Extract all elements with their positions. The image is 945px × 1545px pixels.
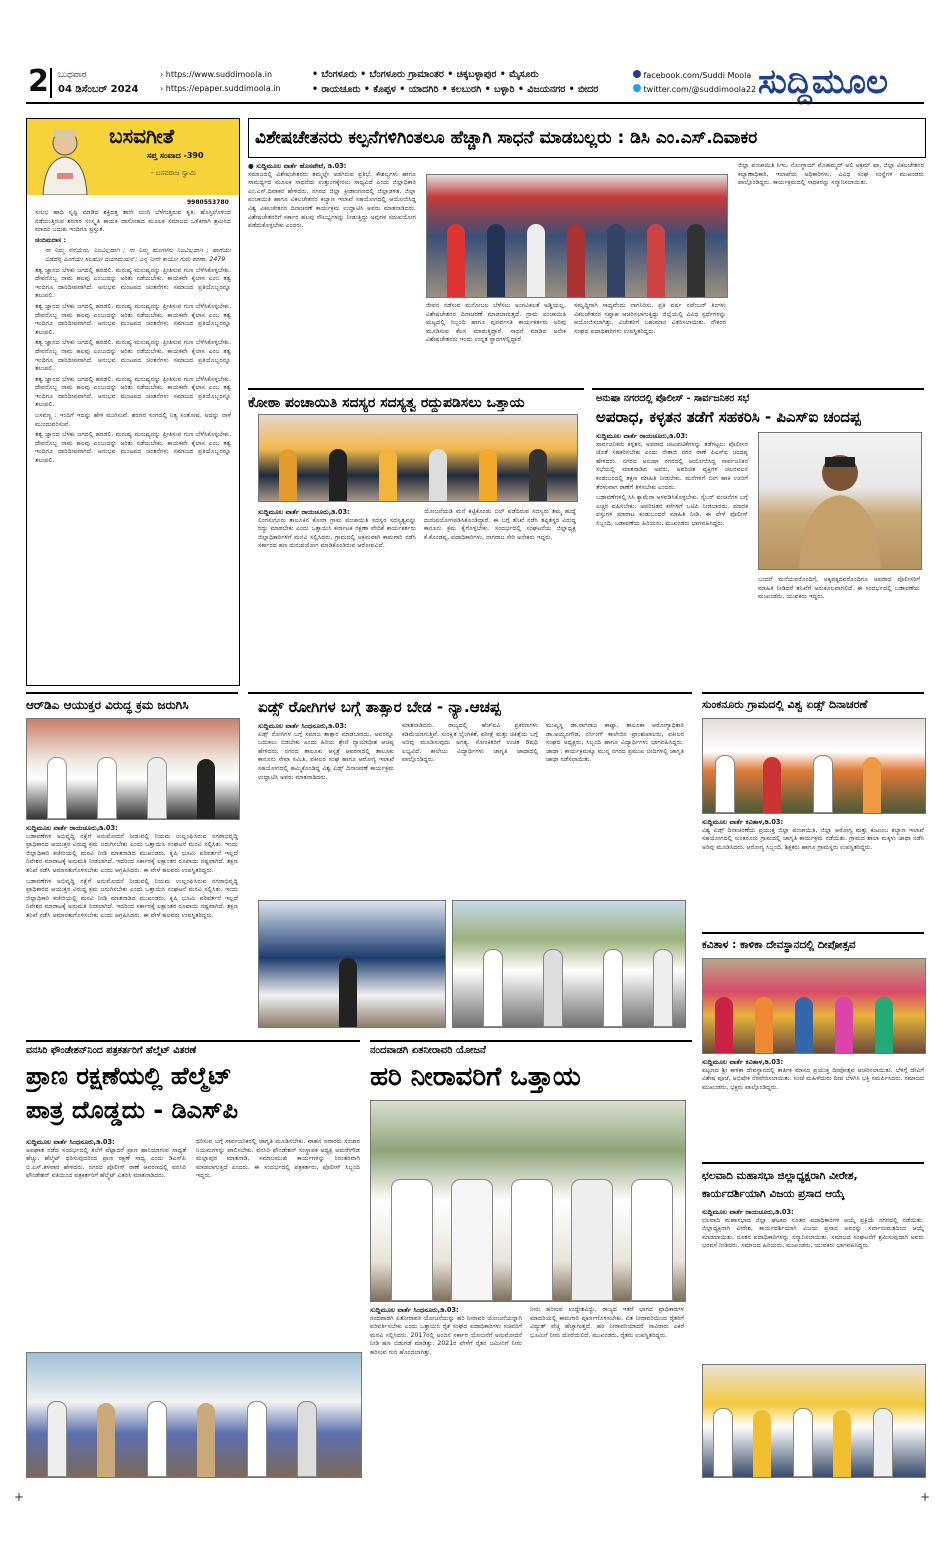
person-figure	[653, 949, 673, 1027]
helmet-col-2: ಧರಿಸುವ ಬಗ್ಗೆ ಸಾರ್ವಜನಿಕರಲ್ಲಿ ಜಾಗೃತಿ ಮೂಡಿಸಬೇಕು. ವಾಹನ ಸವಾರರು ಸಂಚಾರ ನಿಯಮಗಳನ್ನು ಪಾಲಿಸಬೇಕು. ವನಸಿರಿ ಫೌಂಡೇಶನ್ ಸಂಸ್ಥಾಪಕ ಅಧ್ಯಕ್ಷ ಅಮರೇಗೌಡ ಮಲ್ಲಾಪುರ ಮಾತನಾಡಿ, ಸಮಾಜಮುಖಿ ಕಾರ್ಯಗಳನ್ನು ನಿರಂತರವಾಗಿ ಮಾಡಲಾಗುತ್ತಿದೆ ಎಂದರು. ಈ ಸಂದರ್ಭದಲ್ಲಿ ಪತ್ರಕರ್ತರು, ಪೊಲೀಸ್ ಸಿಬ್ಬಂದಿ ಇದ್ದರು.	[196, 1138, 360, 1180]
date-label: 04 ಡಿಸೆಂಬರ್ 2024	[58, 84, 139, 95]
person-figure	[479, 449, 497, 501]
helmet-kicker: ವನಸಿರಿ ಫೌಂಡೇಶನ್‌ನಿಂದ ಪತ್ರಕರ್ತರಿಗೆ ಹೆಲ್ಮೆಟ್ ವಿತರಣೆ	[26, 1045, 197, 1056]
kotha-col-1	[258, 508, 416, 678]
helmet-article	[26, 1040, 360, 1482]
person-figure	[875, 997, 893, 1053]
kavital-byline: ಸುದ್ದಿಮೂಲ ವಾರ್ತೆ	[702, 1058, 744, 1066]
kotha-byline: ಸುದ್ದಿಮೂಲ ವಾರ್ತೆ	[258, 508, 300, 516]
basava-geethe-box	[26, 118, 240, 686]
registration-mark-left: +	[14, 1490, 25, 1504]
twitter-icon	[633, 84, 641, 92]
person-figure	[297, 1401, 317, 1477]
basava-paragraph-2d: ತತ್ವ ಜ್ಞಾನದ ಬೆಳಕು ಜಗದಲ್ಲಿ ಹರಡಲಿ. ಮನುಷ್ಯ ಮನುಷ್ಯನನ್ನು ಪ್ರೀತಿಸುವ ಗುಣ ಬೆಳೆಸಿಕೊಳ್ಳಬೇಕು. ದೇವನೊಬ್ಬ ನಾಮ ಹಲವು ಎಂಬುದನ್ನು ಅರಿತು ನಡೆಯಬೇಕು. ಕಾಯಕವೇ ಕೈಲಾಸ ಎಂಬ ತತ್ವ ಇಂದಿಗೂ ದಾರಿದೀಪವಾಗಿದೆ. ಅನುಭವ ಮಂಟಪದ ಚಿಂತನೆಗಳು ಸಮಾಜದ ಪ್ರತಿಯೊಬ್ಬರನ್ನೂ ತಲುಪಲಿ.	[35, 375, 231, 409]
person-figure	[647, 224, 665, 297]
day-label: ಬುಧವಾರ	[58, 70, 87, 80]
aids-col-1	[258, 722, 394, 888]
person-figure	[813, 755, 833, 813]
person-figure	[753, 1410, 771, 1477]
lead-place: ಹೊಸಪೇಟೆ, ಡಿ.03:	[299, 162, 347, 170]
aids-photo-1	[258, 900, 446, 1028]
basava-title: ಬಸವಗೀತೆ	[109, 124, 175, 148]
person-figure	[833, 1410, 851, 1477]
rdo-headline: ಆರ್‌ಡಿಎ ಆಯುಕ್ತರ ವಿರುದ್ಧ ಕ್ರಮ ಜರುಗಿಸಿ	[26, 698, 189, 712]
police-col1-text: ಸಾರ್ವಜನಿಕರು ಕಳ್ಳತನ, ಅಪರಾಧ ಚಟುವಟಿಕೆಗಳನ್ನು ತಡೆಗಟ್ಟಲು ಪೊಲೀಸರ ಜೊತೆ ಸಹಕರಿಸಬೇಕು ಎಂದು ನೇತಾಜಿ ನಗರ ಠಾಣೆ ಪಿಎಸ್‌ಐ ಚಂದಪ್ಪ ಹೇಳಿದರು. ನಗರದ ಅನುಷಾ ನಗರದಲ್ಲಿ ಆಯೋಜಿಸಿದ್ದ ಸಾರ್ವಜನಿಕರ ಸಭೆಯಲ್ಲಿ ಮಾತನಾಡಿದ ಅವರು, ಅಪರಿಚಿತ ವ್ಯಕ್ತಿಗಳ ಚಲನವಲನ ಕಂಡುಬಂದಲ್ಲಿ ತಕ್ಷಣ ಮಾಹಿತಿ ನೀಡಬೇಕು. ಮನೆಗಳಿಗೆ ಬೀಗ ಹಾಕಿ ಊರಿಗೆ ತೆರಳುವಾಗ ಠಾಣೆಗೆ ತಿಳಿಸಬೇಕು ಎಂದರು.	[596, 440, 748, 491]
police-place: ರಾಯಚೂರು,ಡಿ.03:	[639, 432, 688, 440]
hari-byline: ಸುದ್ದಿಮೂಲ ವಾರ್ತೆ	[370, 1306, 412, 1314]
lead-col-1	[248, 162, 416, 382]
person-figure	[795, 997, 813, 1053]
sunkanur-body-text: ವಿಶ್ವ ಏಡ್ಸ್ ದಿನಾಚರಣೆಯ ಪ್ರಯುಕ್ತ ಜಿಲ್ಲಾ ಪಂಚಾಯಿತಿ, ಜಿಲ್ಲಾ ಆರೋಗ್ಯ ಮತ್ತು ಕುಟುಂಬ ಕಲ್ಯಾಣ ಇಲಾಖೆ ಸಹಯೋಗದಲ್ಲಿ ಸುಂಕನೂರು ಗ್ರಾಮದಲ್ಲಿ ಜಾಗೃತಿ ಕಾರ್ಯಕ್ರಮ ನಡೆಯಿತು. ಗ್ರಾಮದ ಶಾಲಾ ಮಕ್ಕಳು ಜಾಥಾ ನಡೆಸಿ ಅರಿವು ಮೂಡಿಸಿದರು. ಆರೋಗ್ಯ ಸಿಬ್ಬಂದಿ, ಶಿಕ್ಷಕರು ಹಾಗೂ ಗ್ರಾಮಸ್ಥರು ಉಪಸ್ಥಿತರಿದ್ದರು.	[702, 826, 924, 851]
person-figure	[527, 224, 545, 297]
person-figure	[873, 1408, 893, 1477]
hari-photo	[370, 1100, 686, 1302]
aids-col-2: ಮಾತನಾಡಿದರು. ರಾಜ್ಯದಲ್ಲಿ ಹೆಚ್‌ಐವಿ ಪ್ರಕರಣಗಳು ಕಡಿಮೆಯಾಗುತ್ತಿವೆ. ಸುರಕ್ಷಿತ ಲೈಂಗಿಕತೆ, ಪರೀಕ್ಷೆ ಮತ್ತು ಚಿಕಿತ್ಸೆಯ ಬಗ್ಗೆ ಅರಿವು ಮೂಡಿಸುವುದು ಅಗತ್ಯ. ಸೋಂಕಿತರಿಗೆ ಉಚಿತ ಔಷಧಿ ಲಭ್ಯವಿದೆ. ಕಾಲೇಜು ವಿದ್ಯಾರ್ಥಿಗಳು ಜಾಗೃತಿ ಜಾಥಾದಲ್ಲಿ ಪಾಲ್ಗೊಂಡಿದ್ದರು.	[402, 722, 538, 764]
person-figure	[279, 449, 297, 501]
facebook-link[interactable]: facebook.com/Suddi Moola	[633, 70, 751, 80]
basava-portrait	[35, 123, 95, 195]
basava-verse: ನಾ ನಿಮ್ಮ ನೆನೆಯೆನು, ನಿಜವಿಲ್ಲದಾಗಿ ; ನಾ ನಿಮ್ಮ ಹೊಗಳೆನು ನಿಜವಿಲ್ಲದಾಗಿ ; ಹಾಗೆಯೇ ಬಿಡದೆನ್ನ ಹಿಂಗೆಯೇ ಸಲಹೋ ದಯಾಮಯನೆ ; ಎನ್ನ ನೀನೇ ಕಾಯೋ ಗುರು ಶರಣಾ. 2479	[45, 247, 231, 263]
hari-place: ಸಿಂಧನೂರು,ಡಿ.03:	[413, 1306, 459, 1314]
rdo-place: ರಾಯಚೂರು,ಡಿ.03:	[69, 824, 118, 832]
mahasabha-byline: ಸುದ್ದಿಮೂಲ ವಾರ್ತೆ	[702, 1208, 744, 1216]
police-col-1	[596, 432, 748, 678]
hari-kicker: ನಂದವಾಡಗಿ ಏತನೀರಾವರಿ ಯೋಜನೆ	[370, 1045, 486, 1056]
person-figure	[447, 224, 465, 297]
helmet-place: ಸಿಂಧನೂರು,ಡಿ.03:	[69, 1138, 115, 1146]
aids-col-3: ಮುಖ್ಯಸ್ಥ ಡಾ.ನಾಗರಾಜ ಕಾಟ್ವಾ, ತಾಲೂಕಾ ಆರೋಗ್ಯಾಧಿಕಾರಿ ಡಾ.ಅಯ್ಯನಗೌಡ, ನರ್ಸಿಂಗ್ ಕಾಲೇಜಿನ ಪ್ರಾಂಶುಪಾಲರು, ವಕೀಲರ ಸಂಘದ ಅಧ್ಯಕ್ಷರು, ಸಿಬ್ಬಂದಿ ಹಾಗೂ ವಿದ್ಯಾರ್ಥಿಗಳು ಭಾಗವಹಿಸಿದ್ದರು. ಜಾಥಾ : ಕಾರ್ಯಕ್ರಮಕ್ಕೂ ಮುನ್ನ ನಗರದ ಪ್ರಮುಖ ಬೀದಿಗಳಲ್ಲಿ ಜಾಗೃತಿ ಜಾಥಾ ನಡೆಸಲಾಯಿತು.	[546, 722, 684, 764]
basava-paragraph-2: ತತ್ವ ಜ್ಞಾನದ ಬೆಳಕು ಜಗದಲ್ಲಿ ಹರಡಲಿ. ಮನುಷ್ಯ ಮನುಷ್ಯನನ್ನು ಪ್ರೀತಿಸುವ ಗುಣ ಬೆಳೆಸಿಕೊಳ್ಳಬೇಕು. ದೇವನೊಬ್ಬ ನಾಮ ಹಲವು ಎಂಬುದನ್ನು ಅರಿತು ನಡೆಯಬೇಕು. ಕಾಯಕವೇ ಕೈಲಾಸ ಎಂಬ ತತ್ವ ಇಂದಿಗೂ ದಾರಿದೀಪವಾಗಿದೆ. ಅನುಭವ ಮಂಟಪದ ಚಿಂತನೆಗಳು ಸಮಾಜದ ಪ್ರತಿಯೊಬ್ಬರನ್ನೂ ತಲುಪಲಿ.	[35, 266, 231, 300]
sunkanur-photo	[702, 718, 926, 814]
person-figure	[147, 1401, 167, 1477]
basava-paragraph-3: ಬಸವಣ್ಣ : ಇಂದಿಗೆ ಇದನ್ನು ಹೇಳಿ ಮುಗಿಸುವೆ. ಶರಣರ ಸಂಗದಲ್ಲಿ ನಿತ್ಯ ಸಂತೋಷ. ಅದನ್ನು ನಾಳೆ ಮುಂದುವರಿಸುವೆ.	[35, 412, 231, 428]
newspaper-logo: ಸುದ್ದಿಮೂಲ	[758, 62, 888, 102]
masthead	[0, 62, 945, 106]
mahasabha-article	[702, 1162, 924, 1482]
hari-col1-text: ನಂದವಾಡಗಿ ಏತನೀರಾವರಿ ಯೋಜನೆಯನ್ನು ಹರಿ ನೀರಾವರಿ ಯೋಜನೆಯನ್ನಾಗಿ ಪರಿವರ್ತಿಸಬೇಕು ಎಂದು ಒತ್ತಾಯಿಸಿ ರೈತ ಸಂಘದ ಪದಾಧಿಕಾರಿಗಳು ಸಚಿವರಿಗೆ ಮನವಿ ಸಲ್ಲಿಸಿದರು. 2017ರಲ್ಲಿ ಅಂದಿನ ಸರ್ಕಾರ ಯೋಜನೆಗೆ ಅನುಮೋದನೆ ನೀಡಿ ಹಣ ಬಿಡುಗಡೆ ಮಾಡಿತ್ತು. 2021ರ ವೇಳೆಗೆ ರೈತರ ಜಮೀನಿಗೆ ನೀರು ಹರಿಸುವ ಗುರಿ ಹೊಂದಲಾಗಿತ್ತು.	[370, 1314, 522, 1356]
helmet-photo	[26, 1352, 362, 1478]
mahasabha-body-text: ಛಲವಾದಿ ಮಹಾಸಭಾದ ಜಿಲ್ಲಾ ಘಟಕದ ನೂತನ ಪದಾಧಿಕಾರಿಗಳ ಆಯ್ಕೆ ಪ್ರಕ್ರಿಯೆ ನಗರದಲ್ಲಿ ನಡೆಯಿತು. ಜಿಲ್ಲಾಧ್ಯಕ್ಷರಾಗಿ ವೀರೇಶ, ಕಾರ್ಯದರ್ಶಿಯಾಗಿ ವಿಜಯ ಪ್ರಸಾದ ಅವರನ್ನು ಸರ್ವಾನುಮತದಿಂದ ಆಯ್ಕೆ ಮಾಡಲಾಯಿತು. ನೂತನ ಪದಾಧಿಕಾರಿಗಳನ್ನು ಸನ್ಮಾನಿಸಲಾಯಿತು. ಸಮಾಜದ ಸಂಘಟನೆಗೆ ಶ್ರಮಿಸುವುದಾಗಿ ಅವರು ಭರವಸೆ ನೀಡಿದರು. ಸಮಾಜದ ಹಿರಿಯರು, ಮುಖಂಡರು, ಯುವಕರು ಭಾಗವಹಿಸಿದ್ದರು.	[702, 1216, 924, 1250]
person-figure	[97, 1403, 115, 1477]
police-col-3: ಬಂದರೆ ಮನೆಯವರೊಂದಿಗೆ, ಅಕ್ಕಪಕ್ಕದವರೊಂದಿಗೂ ಅಪರಾಧ ಪೊಲೀಸರಿಗೆ ಮಾಹಿತಿ ನೀಡಿದರೆ ತನಿಖೆಗೆ ಅನುಕೂಲವಾಗಲಿದೆ. ಈ ಸಂದರ್ಭದಲ್ಲಿ ಬಡಾವಣೆಯ ಮುಖಂಡರು, ಯುವಕರು ಇದ್ದರು.	[758, 576, 920, 601]
person-figure	[247, 1401, 267, 1477]
kavital-body-text: ಪಟ್ಟಣದ ಶ್ರೀ ಕಾಳಿಕಾ ದೇವಸ್ಥಾನದಲ್ಲಿ ಕಾರ್ತಿಕ ಮಾಸದ ಪ್ರಯುಕ್ತ ದೀಪೋತ್ಸವ ಆಚರಿಸಲಾಯಿತು. ಬೆಳಿಗ್ಗೆ ದೇವಿಗೆ ವಿಶೇಷ ಪೂಜೆ, ಅಭಿಷೇಕ ನೆರವೇರಿಸಲಾಯಿತು. ಸಂಜೆ ಮಹಿಳೆಯರು ದೀಪ ಬೆಳಗಿಸಿ ಭಕ್ತಿ ಸಮರ್ಪಿಸಿದರು. ಸಮಾಜದ ಮುಖಂಡರು, ಭಕ್ತರು ಪಾಲ್ಗೊಂಡಿದ್ದರು.	[702, 1066, 924, 1091]
person-figure	[715, 997, 733, 1053]
person-figure	[607, 224, 625, 297]
helmet-col-1	[26, 1138, 186, 1338]
basava-author: - ಬಸವರಾಜ ಸ್ವಾಮಿ	[151, 169, 196, 177]
person-figure	[47, 757, 67, 819]
basava-subtitle: ಸಪ್ತ ಸಂವಾದ -390	[147, 151, 204, 160]
person-figure	[603, 949, 623, 1027]
page-number: 2	[28, 64, 49, 99]
lead-col-2: ಜೀವನ ನಡೆಸುವ ಮನೋಬಲ ಬೆಳೆಸಲು ಅಂಗವಿಕಲತೆ ಅಡ್ಡಿಯಲ್ಲ, ವಿಶೇಷಚೇತನರ ದಿನಾಚರಣೆ ಮಾಡಲಾಗುತ್ತದೆ. ಗ್ರಾಮ ಪಂಚಾಯಿತಿ ಮಟ್ಟದಲ್ಲಿ ಸಿಬ್ಬಂದಿ ಹಾಗೂ ಪುನರ್ವಸತಿ ಕಾರ್ಯಕರ್ತರು ಅರಿವು ಮೂಡಿಸುವ ಕೆಲಸ ಮಾಡುತ್ತಿದ್ದಾರೆ. ಸಾಧನೆ ಮಾಡಿದ ಅನೇಕ ವಿಶೇಷಚೇತನರು ಇಂದು ಉನ್ನತ ಸ್ಥಾನಗಳಲ್ಲಿದ್ದಾರೆ.	[426, 302, 566, 344]
person-figure	[197, 759, 215, 819]
police-officer-photo	[758, 432, 922, 570]
police-byline: ಸುದ್ದಿಮೂಲ ವಾರ್ತೆ	[596, 432, 638, 440]
rdo-body	[26, 824, 238, 1028]
url-website[interactable]: › https://www.suddimoola.in	[160, 70, 273, 79]
byline-icon: ●	[248, 162, 257, 170]
person-figure	[197, 1403, 215, 1477]
kavital-article	[702, 932, 924, 1156]
rdo-body-text: ಬಡಾವಣೆಗಳ ಅಭಿವೃದ್ಧಿ ನಕ್ಷೆಗೆ ಅನುಮೋದನೆ ನೀಡುವಲ್ಲಿ ನಿಯಮ ಉಲ್ಲಂಘಿಸಿರುವ ನಗರಾಭಿವೃದ್ಧಿ ಪ್ರಾಧಿಕಾರದ ಆಯುಕ್ತರ ವಿರುದ್ಧ ಕ್ರಮ ಜರುಗಿಸಬೇಕು ಎಂದು ಒತ್ತಾಯಿಸಿ ಸಂಘಟನೆ ಮನವಿ ಸಲ್ಲಿಸಿತು. ಇಂದು ಜಿಲ್ಲಾಧಿಕಾರಿ ಕಚೇರಿಯಲ್ಲಿ ಮನವಿ ನೀಡಿ ಮಾತನಾಡಿದ ಮುಖಂಡರು, ಕೃಷಿ ಭೂಮಿ ಪರಿವರ್ತನೆ ಇಲ್ಲದೆ ನಿವೇಶನ ಮಾರಾಟಕ್ಕೆ ಅನುಮತಿ ನೀಡಲಾಗಿದೆ. ಇದರಿಂದ ಸರ್ಕಾರಕ್ಕೆ ಲಕ್ಷಾಂತರ ರೂಪಾಯಿ ನಷ್ಟವಾಗಿದೆ. ತಕ್ಷಣ ತನಿಖೆ ನಡೆಸಿ ಅಮಾನತುಗೊಳಿಸಬೇಕು ಎಂದು ಆಗ್ರಹಿಸಿದರು. ಈ ವೇಳೆ ಹಲವರು ಉಪಸ್ಥಿತರಿದ್ದರು.	[26, 832, 238, 874]
police-article	[592, 388, 924, 686]
mahasabha-headline-line2: ಕಾರ್ಯದರ್ಶಿಯಾಗಿ ವಿಜಯ ಪ್ರಸಾದ ಆಯ್ಕೆ	[702, 1188, 845, 1200]
person-figure	[687, 224, 705, 297]
hari-headline: ಹರಿ ನೀರಾವರಿಗೆ ಒತ್ತಾಯ	[370, 1062, 581, 1092]
mahasabha-body	[702, 1208, 924, 1360]
kavital-body	[702, 1058, 924, 1152]
person-figure	[339, 958, 357, 1027]
url-epaper[interactable]: › https://epaper.suddimoola.in	[160, 84, 281, 93]
mahasabha-photo	[702, 1364, 926, 1478]
sunkanur-body	[702, 818, 924, 922]
lead-col-3: ಸಮೃದ್ಧಿಗಾಗಿ ಸಾಧ್ಯವೆಂದು ನಾಗನಿರಿಸು. ಪ್ರತಿ ವರ್ಷ ನವೆಂಬರ್ ತಿಂಗಳು ವಿಕಲಚೇತನರ ಸಪ್ತಾಹ ಆಚರಿಸಲಾಗುತ್ತಿದ್ದು ಜಿಲ್ಲೆಯಲ್ಲಿ ವಿವಿಧ ಸ್ಪರ್ಧೆಗಳನ್ನು ಆಯೋಜಿಸಲಾಗಿತ್ತು. ವಿಜೇತರಿಗೆ ಬಹುಮಾನ ವಿತರಿಸಲಾಯಿತು. ನೌಕರರ ಸಂಘದ ಪದಾಧಿಕಾರಿಗಳು ಉಪಸ್ಥಿತರಿದ್ದರು.	[574, 302, 726, 335]
rdo-body-text-2: ಬಡಾವಣೆಗಳ ಅಭಿವೃದ್ಧಿ ನಕ್ಷೆಗೆ ಅನುಮೋದನೆ ನೀಡುವಲ್ಲಿ ನಿಯಮ ಉಲ್ಲಂಘಿಸಿರುವ ನಗರಾಭಿವೃದ್ಧಿ ಪ್ರಾಧಿಕಾರದ ಆಯುಕ್ತರ ವಿರುದ್ಧ ಕ್ರಮ ಜರುಗಿಸಬೇಕು ಎಂದು ಒತ್ತಾಯಿಸಿ ಸಂಘಟನೆ ಮನವಿ ಸಲ್ಲಿಸಿತು. ಇಂದು ಜಿಲ್ಲಾಧಿಕಾರಿ ಕಚೇರಿಯಲ್ಲಿ ಮನವಿ ನೀಡಿ ಮಾತನಾಡಿದ ಮುಖಂಡರು, ಕೃಷಿ ಭೂಮಿ ಪರಿವರ್ತನೆ ಇಲ್ಲದೆ ನಿವೇಶನ ಮಾರಾಟಕ್ಕೆ ಅನುಮತಿ ನೀಡಲಾಗಿದೆ. ಇದರಿಂದ ಸರ್ಕಾರಕ್ಕೆ ಲಕ್ಷಾಂತರ ರೂಪಾಯಿ ನಷ್ಟವಾಗಿದೆ. ತಕ್ಷಣ ತನಿಖೆ ನಡೆಸಿ ಅಮಾನತುಗೊಳಿಸಬೇಕು ಎಂದು ಆಗ್ರಹಿಸಿದರು. ಈ ವೇಳೆ ಹಲವರು ಉಪಸ್ಥಿತರಿದ್ದರು.	[26, 877, 238, 919]
kotha-col1-text: ಲಿಂಗಸುಗೂರು ತಾಲೂಕಿನ ಕೋಠಾ ಗ್ರಾಮ ಪಂಚಾಯಿತಿ ಸದಸ್ಯರ ಸದಸ್ಯತ್ವವನ್ನು ರದ್ದು ಮಾಡಬೇಕು ಎಂದು ಒತ್ತಾಯಿಸಿ ಕರ್ನಾಟಕ ರಕ್ಷಣಾ ವೇದಿಕೆ ಕಾರ್ಯಕರ್ತರು ಜಿಲ್ಲಾಧಿಕಾರಿಗಳಿಗೆ ಮನವಿ ಸಲ್ಲಿಸಿದರು. ಗ್ರಾಮದಲ್ಲಿ ಅಕ್ರಮವಾಗಿ ಕಾಮಗಾರಿ ನಡೆಸಿ ಸರ್ಕಾರದ ಹಣ ದುರುಪಯೋಗ ಮಾಡಿಕೊಂಡಿರುವ ಆರೋಪವಿದೆ.	[258, 516, 416, 550]
rdo-article	[26, 692, 238, 1034]
person-figure	[487, 224, 505, 297]
basava-paragraph-2b: ತತ್ವ ಜ್ಞಾನದ ಬೆಳಕು ಜಗದಲ್ಲಿ ಹರಡಲಿ. ಮನುಷ್ಯ ಮನುಷ್ಯನನ್ನು ಪ್ರೀತಿಸುವ ಗುಣ ಬೆಳೆಸಿಕೊಳ್ಳಬೇಕು. ದೇವನೊಬ್ಬ ನಾಮ ಹಲವು ಎಂಬುದನ್ನು ಅರಿತು ನಡೆಯಬೇಕು. ಕಾಯಕವೇ ಕೈಲಾಸ ಎಂಬ ತತ್ವ ಇಂದಿಗೂ ದಾರಿದೀಪವಾಗಿದೆ. ಅನುಭವ ಮಂಟಪದ ಚಿಂತನೆಗಳು ಸಮಾಜದ ಪ್ರತಿಯೊಬ್ಬರನ್ನೂ ತಲುಪಲಿ.	[35, 302, 231, 336]
masthead-rule	[26, 102, 924, 104]
person-figure	[97, 757, 117, 819]
lead-col1-text: ಸಮಾಜದಲ್ಲಿ ವಿಶೇಷಚೇತನರು ತಮ್ಮಲ್ಲೇ ಅಡಗಿರುವ ಪ್ರತಿಭೆ, ಕೌಶಲ್ಯಗಳು ಹಾಗೂ ಸಾಮರ್ಥ್ಯದ ಮೂಲಕ ಸಾಧನೆಯ ಉತ್ತುಂಗಕ್ಕೇರಲು ಸಾಧ್ಯವಿದೆ ಎಂದು ಜಿಲ್ಲಾಧಿಕಾರಿ ಎಂ.ಎಸ್.ದಿವಾಕರ ಹೇಳಿದರು. ನಗರದ ಜಿಲ್ಲಾ ಕ್ರೀಡಾಂಗಣದಲ್ಲಿ ಜಿಲ್ಲಾಡಳಿತ, ಜಿಲ್ಲಾ ಪಂಚಾಯಿತಿ ಹಾಗೂ ವಿಕಲಚೇತನರ ಕಲ್ಯಾಣ ಇಲಾಖೆ ಸಹಯೋಗದಲ್ಲಿ ಆಯೋಜಿಸಿದ್ದ ವಿಶ್ವ ವಿಕಲಚೇತನರ ದಿನಾಚರಣೆ ಕಾರ್ಯಕ್ರಮ ಉದ್ಘಾಟಿಸಿ ಅವರು ಮಾತನಾಡಿದರು. ವಿಶೇಷಚೇತನರಿಗೆ ಸರ್ಕಾರ ಹಲವು ಸೌಲಭ್ಯಗಳನ್ನು ನೀಡುತ್ತಿದ್ದು ಅವುಗಳ ಸದುಪಯೋಗ ಪಡೆದುಕೊಳ್ಳಬೇಕು ಎಂದರು.	[248, 170, 416, 230]
kotha-headline: ಕೋಠಾ ಪಂಚಾಯಿತಿ ಸದಸ್ಯರ ಸದಸ್ಯತ್ವ ರದ್ದುಪಡಿಸಲು ಒತ್ತಾಯ	[248, 395, 525, 411]
person-figure	[793, 1408, 813, 1477]
person-figure	[835, 997, 853, 1053]
mahasabha-headline-line1: ಛಲವಾದಿ ಮಹಾಸಭಾ ಜಿಲ್ಲಾಧ್ಯಕ್ಷರಾಗಿ ವೀರೇಶ,	[702, 1170, 858, 1182]
rdo-byline: ಸುದ್ದಿಮೂಲ ವಾರ್ತೆ	[26, 824, 68, 832]
kotha-col-2: ಯೋಜನೆಯಡಿ ಮನೆ ಕಟ್ಟಿಕೊಂಡು ಬಿಲ್ ಪಡೆದಿರುವ ಸದಸ್ಯರು ತಮ್ಮ ಹುದ್ದೆ ದುರುಪಯೋಗಪಡಿಸಿಕೊಂಡಿದ್ದಾರೆ. ಈ ಬಗ್ಗೆ ತನಿಖೆ ನಡೆಸಿ ತಪ್ಪಿತಸ್ಥರ ವಿರುದ್ಧ ಕಾನೂನು ಕ್ರಮ ಕೈಗೊಳ್ಳಬೇಕು. ಸಂದರ್ಭದಲ್ಲಿ ಸಂಘಟನೆಯ ಜಿಲ್ಲಾಧ್ಯಕ್ಷ ಕೆ.ಕೊಂಡಪ್ಪ, ಪದಾಧಿಕಾರಿಗಳು, ನಾಗರಾಜ ಸೇರಿ ಅನೇಕರು ಇದ್ದರು.	[424, 508, 576, 541]
person-figure	[451, 1179, 493, 1301]
hari-col-2: ನೀರು ಹರಿಸುವ ಉದ್ದೇಶವಿದ್ದು, ರಾಜ್ಯದ ಇತರೆ ಭಾಗದ ಪ್ರಾಧಿಕಾರಗಳ ಮಾದರಿಯಲ್ಲಿ ಕಾಮಗಾರಿ ಪೂರ್ಣಗೊಳಿಸಬೇಕು. ಏತ ನೀರಾವರಿಯಿಂದ ರೈತರಿಗೆ ವಿದ್ಯುತ್ ವೆಚ್ಚ ಹೆಚ್ಚಾಗುತ್ತದೆ. ಹರಿ ನೀರಾವರಿಯಾದರೆ ಸಾವಿರಾರು ಎಕರೆ ಭೂಮಿಗೆ ನೀರು ದೊರೆಯಲಿದೆ. ಮುಖಂಡರು, ರೈತರು ಉಪಸ್ಥಿತರಿದ್ದರು.	[530, 1306, 684, 1339]
aids-headline: ಏಡ್ಸ್ ರೋಗಿಗಳ ಬಗ್ಗೆ ತಾತ್ಸಾರ ಬೇಡ - ನ್ಯಾ.ಆಚಪ್ಪ	[258, 698, 501, 716]
sunkanur-headline: ಸುಂಕನೂರು ಗ್ರಾಮದಲ್ಲಿ ವಿಶ್ವ ಏಡ್ಸ್ ದಿನಾಚರಣೆ	[702, 698, 868, 711]
hari-col-1	[370, 1306, 522, 1476]
hari-article	[370, 1040, 692, 1482]
sunkanur-byline: ಸುದ್ದಿಮೂಲ ವಾರ್ತೆ	[702, 818, 744, 826]
nav-districts-row2[interactable]: • ರಾಯಚೂರು • ಕೊಪ್ಪಳ • ಯಾದಗಿರಿ • ಕಲಬುರಗಿ • ಬಳ್ಳಾರಿ • ವಿಜಯನಗರ • ಬೀದರ	[312, 84, 599, 95]
sunkanur-place: ಕವಿತಾಳ,ಡಿ.03:	[745, 818, 784, 826]
person-figure	[715, 755, 735, 813]
basava-paragraph-2c: ತತ್ವ ಜ್ಞಾನದ ಬೆಳಕು ಜಗದಲ್ಲಿ ಹರಡಲಿ. ಮನುಷ್ಯ ಮನುಷ್ಯನನ್ನು ಪ್ರೀತಿಸುವ ಗುಣ ಬೆಳೆಸಿಕೊಳ್ಳಬೇಕು. ದೇವನೊಬ್ಬ ನಾಮ ಹಲವು ಎಂಬುದನ್ನು ಅರಿತು ನಡೆಯಬೇಕು. ಕಾಯಕವೇ ಕೈಲಾಸ ಎಂಬ ತತ್ವ ಇಂದಿಗೂ ದಾರಿದೀಪವಾಗಿದೆ. ಅನುಭವ ಮಂಟಪದ ಚಿಂತನೆಗಳು ಸಮಾಜದ ಪ್ರತಿಯೊಬ್ಬರನ್ನೂ ತಲುಪಲಿ.	[35, 339, 231, 373]
kotha-place: ರಾಯಚೂರು,ಡಿ.03:	[301, 508, 350, 516]
basava-phone: 9980553780	[187, 199, 229, 206]
person-figure	[391, 1179, 433, 1301]
sunkanur-article	[702, 692, 924, 926]
lead-byline: ಸುದ್ದಿಮೂಲ ವಾರ್ತೆ	[256, 162, 298, 170]
helmet-col1-text: ಅಪಘಾತ ನಡೆದ ಸಂದರ್ಭದಲ್ಲಿ ತಲೆಗೆ ಪೆಟ್ಟಾದರೆ ಪ್ರಾಣ ಹಾನಿಯಾಗುವ ಸಾಧ್ಯತೆ ಹೆಚ್ಚು. ಹೆಲ್ಮೆಟ್ ಧರಿಸುವುದರಿಂದ ಪ್ರಾಣ ರಕ್ಷಣೆ ಸಾಧ್ಯ ಎಂದು ಡಿಎಸ್‌ಪಿ ಬಿ.ಎಸ್.ತಳವಾರ ಹೇಳಿದರು. ನಗರದ ಪೊಲೀಸ್ ಠಾಣೆ ಆವರಣದಲ್ಲಿ ವನಸಿರಿ ಫೌಂಡೇಶನ್ ವತಿಯಿಂದ ಪತ್ರಕರ್ತರಿಗೆ ಹೆಲ್ಮೆಟ್ ವಿತರಿಸಿ ಮಾತನಾಡಿದರು.	[26, 1146, 186, 1180]
police-kicker: ಅನುಷಾ ನಗರದಲ್ಲಿ ಪೊಲೀಸ್ - ಸಾರ್ವಜನಿಕರ ಸಭೆ	[596, 393, 750, 404]
basava-chandimadasa: ಚಂದಿಮದಾಸ :	[35, 236, 66, 244]
lead-photo	[426, 174, 728, 298]
person-figure	[511, 1179, 553, 1301]
person-figure	[863, 757, 881, 813]
person-figure	[571, 1179, 613, 1301]
person-figure	[329, 449, 347, 501]
person-figure	[755, 997, 773, 1053]
lead-col-4: ಜಿಲ್ಲಾ ಪಂಚಾಯಿತಿ ಸಿಇಒ ನೊಂಗ್ಜಾಯ್ ಮೊಹಮ್ಮದ್ ಅಲಿ ಅಕ್ರಮ್ ಷಾ, ಜಿಲ್ಲಾ ವಿಕಲಚೇತನರ ಕಲ್ಯಾಣಾಧಿಕಾರಿ, ಇಲಾಖೆಯ ಅಧಿಕಾರಿಗಳು, ವಿವಿಧ ಸಂಘ ಸಂಸ್ಥೆಗಳ ಮುಖಂಡರು ಪಾಲ್ಗೊಂಡಿದ್ದರು. ಕಾರ್ಯಕ್ರಮದಲ್ಲಿ ಸಾಧಕರನ್ನು ಸನ್ಮಾನಿಸಲಾಯಿತು.	[738, 162, 924, 187]
rdo-photo	[26, 718, 240, 820]
aids-col1-text: ಏಡ್ಸ್ ರೋಗಿಗಳ ಬಗ್ಗೆ ಸಮಾಜ ತಾತ್ಸಾರ ಮಾಡಬಾರದು, ಅವರನ್ನೂ ಬದುಕಲು ಬಿಡಬೇಕು ಎಂದು ಹಿರಿಯ ಶ್ರೇಣಿ ನ್ಯಾಯಾಧೀಶ ಆಚಪ್ಪ ಹೇಳಿದರು. ನಗರದ ತಾಲೂಕು ಆಸ್ಪತ್ರೆ ಆವರಣದಲ್ಲಿ ತಾಲೂಕು ಕಾನೂನು ಸೇವಾ ಸಮಿತಿ, ವಕೀಲರ ಸಂಘ ಹಾಗೂ ಆರೋಗ್ಯ ಇಲಾಖೆ ಸಹಯೋಗದಲ್ಲಿ ಹಮ್ಮಿಕೊಂಡಿದ್ದ ವಿಶ್ವ ಏಡ್ಸ್ ದಿನಾಚರಣೆ ಕಾರ್ಯಕ್ರಮ ಉದ್ಘಾಟಿಸಿ ಅವರು ಮಾತನಾಡಿದರು.	[258, 730, 394, 781]
person-figure	[47, 1401, 67, 1477]
lead-article	[248, 162, 924, 382]
person-figure	[429, 449, 447, 501]
page-number-divider	[50, 68, 52, 98]
kavital-photo	[702, 958, 926, 1054]
helmet-byline: ಸುದ್ದಿಮೂಲ ವಾರ್ತೆ	[26, 1138, 68, 1146]
mahasabha-place: ರಾಯಚೂರು,ಡಿ.03:	[745, 1208, 794, 1216]
aids-byline: ಸುದ್ದಿಮೂಲ ವಾರ್ತೆ	[258, 722, 300, 730]
officer-figure	[759, 433, 921, 569]
helmet-headline-line1: ಪ್ರಾಣ ರಕ್ಷಣೆಯಲ್ಲಿ ಹೆಲ್ಮೆಟ್	[26, 1062, 232, 1090]
kotha-article	[248, 388, 584, 686]
person-figure	[631, 1179, 673, 1301]
twitter-link[interactable]: twitter.com/@suddimoola22	[633, 84, 756, 94]
lead-headline-bar	[248, 118, 926, 158]
person-figure	[713, 1408, 733, 1477]
person-figure	[529, 449, 547, 501]
nav-districts-row1[interactable]: • ಬೆಂಗಳೂರು • ಬೆಂಗಳೂರು ಗ್ರಾಮಾಂತರ • ಚಿಕ್ಕಬಳ್ಳಾಪುರ • ಮೈಸೂರು	[312, 69, 539, 80]
person-figure	[483, 949, 503, 1027]
kavital-place: ಕವಿತಾಳ,ಡಿ.03:	[745, 1058, 784, 1066]
lead-headline: ವಿಶೇಷಚೇತನರು ಕಲ್ಪನೆಗಳಿಗಿಂತಲೂ ಹೆಚ್ಚಾಗಿ ಸಾಧನೆ ಮಾಡಬಲ್ಲರು : ಡಿಸಿ ಎಂ.ಎಸ್.ದಿವಾಕರ	[255, 128, 758, 148]
police-headline: ಅಪರಾಧ, ಕಳ್ಳತನ ತಡೆಗೆ ಸಹಕರಿಸಿ - ಪಿಎಸ್‌ಐ ಚಂದಪ್ಪ	[596, 408, 861, 426]
person-figure	[147, 757, 167, 819]
aids-article	[248, 692, 692, 1034]
helmet-headline-line2: ಪಾತ್ರ ದೊಡ್ಡದು - ಡಿಎಸ್‌ಪಿ	[26, 1096, 238, 1124]
aids-place: ಸಿಂಧನೂರು,ಡಿ.03:	[301, 722, 347, 730]
person-figure	[379, 449, 397, 501]
registration-mark-right: +	[920, 1490, 931, 1504]
facebook-icon	[633, 70, 641, 78]
kavital-headline: ಕವಿತಾಳ : ಕಾಳಿಕಾ ದೇವಸ್ಥಾನದಲ್ಲಿ ದೀಪೋತ್ಸವ	[702, 939, 856, 951]
basava-paragraph-3b: ತತ್ವ ಜ್ಞಾನದ ಬೆಳಕು ಜಗದಲ್ಲಿ ಹರಡಲಿ. ಮನುಷ್ಯ ಮನುಷ್ಯನನ್ನು ಪ್ರೀತಿಸುವ ಗುಣ ಬೆಳೆಸಿಕೊಳ್ಳಬೇಕು. ದೇವನೊಬ್ಬ ನಾಮ ಹಲವು ಎಂಬುದನ್ನು ಅರಿತು ನಡೆಯಬೇಕು. ಕಾಯಕವೇ ಕೈಲಾಸ ಎಂಬ ತತ್ವ ಇಂದಿಗೂ ದಾರಿದೀಪವಾಗಿದೆ. ಅನುಭವ ಮಂಟಪದ ಚಿಂತನೆಗಳು ಸಮಾಜದ ಪ್ರತಿಯೊಬ್ಬರನ್ನೂ ತಲುಪಲಿ.	[35, 431, 231, 465]
kotha-photo	[258, 414, 578, 502]
basava-paragraph-1: ಸುಲಭ ಹಾದಿ ಸೃಷ್ಟಿ ಮಾಡಿದ ಶಕ್ತಿದತ್ತ ತಾನೇ ನುಂಗಿ ಬೆಳೆಗುತ್ತಿರುವ ಕೃತಿ. ಹೊಸ್ತಿಲೊಳಿಂದ ನಡೆಯುತ್ತಿರುವ ಶರಣರ ಸಂಸ್ಕೃತಿ ಕಾಯಕ ದಾಸೋಹದ ಮೂಲಕ ಸಮಾಜದ ಒಳಿತಿಗಾಗಿ ಶ್ರಮಿಸಿದ ಮಾದರಿ ಬದುಕು ಇಂದಿಗೂ ಪ್ರಸ್ತುತ.	[35, 209, 231, 234]
basava-body	[35, 209, 231, 679]
person-figure	[543, 949, 563, 1027]
police-col1-more: ಬಡಾವಣೆಗಳಲ್ಲಿ ಸಿಸಿ ಕ್ಯಾಮೆರಾ ಅಳವಡಿಸಿಕೊಳ್ಳಬೇಕು. ಸೈಬರ್ ವಂಚನೆಗಳ ಬಗ್ಗೆ ಎಚ್ಚರ ವಹಿಸಬೇಕು. ಅಪರಿಚಿತರ ಕರೆಗಳಿಗೆ ಒಟಿಪಿ ನೀಡಬಾರದು. ಮಾದಕ ವಸ್ತುಗಳ ಮಾರಾಟ ಕಂಡುಬಂದರೆ ಮಾಹಿತಿ ನೀಡಿ. ಈ ವೇಳೆ ಪೊಲೀಸ್ ಸಿಬ್ಬಂದಿ, ಬಡಾವಣೆಯ ಹಿರಿಯರು, ಮುಖಂಡರು ಭಾಗವಹಿಸಿದ್ದರು.	[596, 494, 748, 527]
person-figure	[567, 224, 585, 297]
aids-photo-2	[452, 900, 686, 1028]
person-figure	[763, 757, 781, 813]
